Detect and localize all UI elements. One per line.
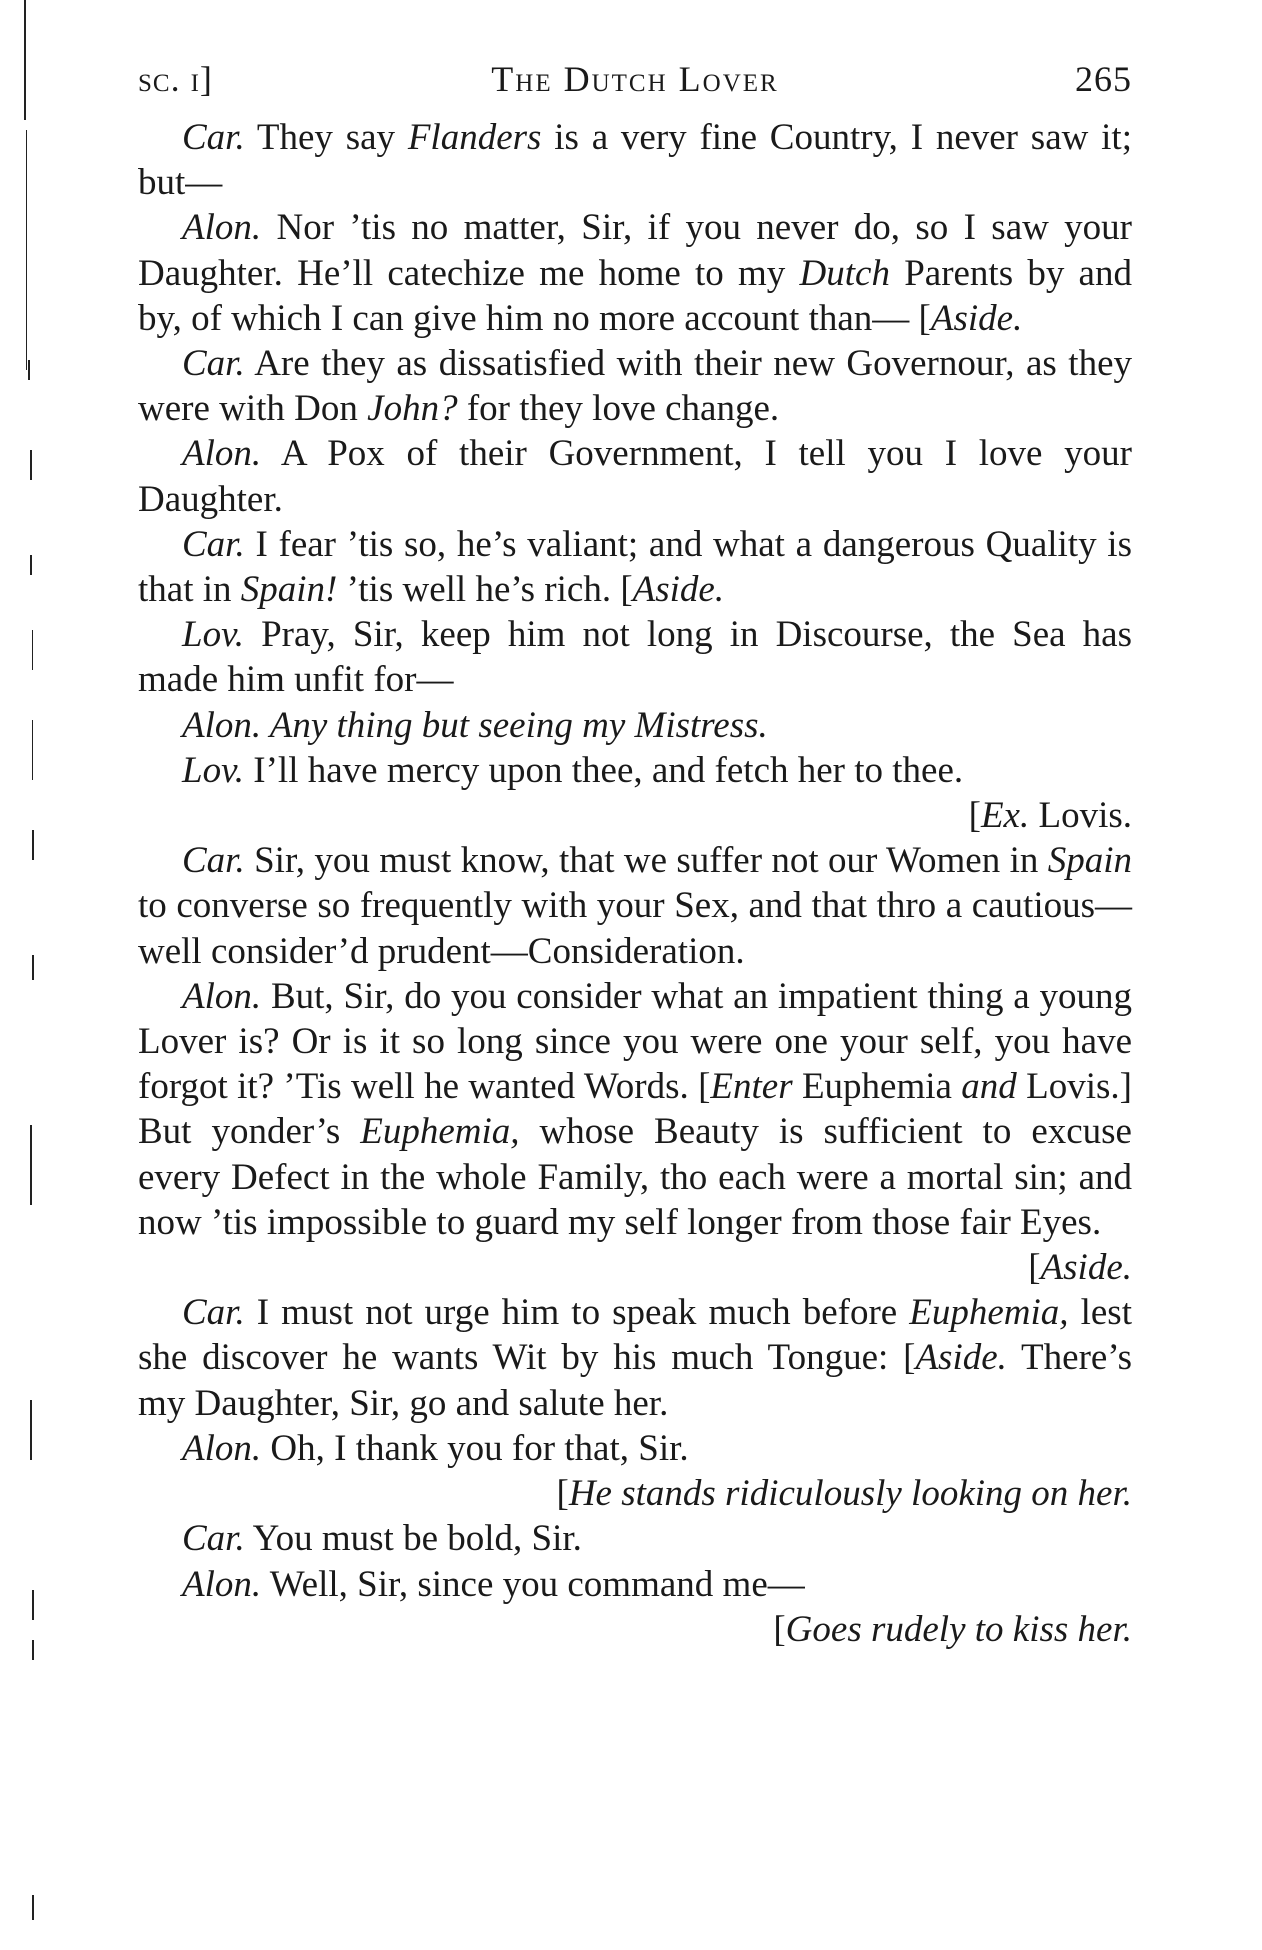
text-run: Parents by and by, of which I can give him no more account than— xyxy=(138,252,1132,339)
text-run: [ xyxy=(773,1608,786,1650)
text-run: [ xyxy=(620,569,633,611)
italic-text: Aside. xyxy=(930,297,1023,339)
speech xyxy=(138,974,1132,1245)
italic-text: Euphemia, xyxy=(360,1111,520,1153)
speaker-name: Car. xyxy=(182,1292,245,1334)
text-run: whose Beauty is sufficient to excuse every Defect in the whole Family, tho each were a mortal sin; and now ’tis impossible to guard my self longer from those fair Eyes. xyxy=(138,1111,1132,1243)
speech xyxy=(138,205,1132,341)
stage-direction xyxy=(138,793,1132,838)
text-run: A Pox of their Government, I tell you I love your Daughter. xyxy=(138,433,1132,520)
italic-text: Goes rudely to kiss her. xyxy=(785,1608,1132,1650)
speaker-name: Alon. xyxy=(182,433,262,475)
speech xyxy=(138,431,1132,521)
text-run: [ xyxy=(556,1473,569,1515)
stage-direction xyxy=(138,1471,1132,1516)
text-run: Lovis. xyxy=(1029,795,1132,837)
italic-text: Dutch xyxy=(799,252,890,294)
speaker-name: Car. xyxy=(182,343,245,385)
italic-text: Euphemia, xyxy=(909,1292,1069,1334)
italic-text: Flanders xyxy=(407,117,542,158)
play-text xyxy=(138,115,1132,1652)
text-run: [ xyxy=(698,1066,711,1108)
speech xyxy=(138,1562,1132,1607)
text-run: Lovis.] But yonder’s xyxy=(138,1066,1132,1153)
text-run: I must not urge him to speak much before xyxy=(244,1292,910,1334)
text-run: They say xyxy=(244,117,408,158)
text-run: [ xyxy=(903,1337,916,1379)
speaker-name: Car. xyxy=(182,1518,245,1560)
text-run: There’s my Daughter, Sir, go and salute her. xyxy=(138,1337,1132,1424)
speaker-name: Alon. xyxy=(182,704,262,746)
speech xyxy=(138,1516,1132,1561)
speech xyxy=(138,1426,1132,1471)
speaker-name: Car. xyxy=(182,117,245,158)
text-run: for they love change. xyxy=(457,388,780,430)
text-run: Are they as dissatisfied with their new Governour, as they were with Don xyxy=(138,343,1132,430)
speaker-name: Car. xyxy=(182,840,245,882)
speech xyxy=(138,115,1132,205)
speech xyxy=(138,341,1132,431)
text-run: [ xyxy=(1028,1247,1041,1289)
scene-label: sc. i] xyxy=(138,59,213,99)
speech xyxy=(138,703,1132,748)
speech xyxy=(138,612,1132,702)
stage-direction xyxy=(138,1607,1132,1652)
italic-text: Aside. xyxy=(632,569,725,611)
italic-text: Spain! xyxy=(240,569,338,611)
speech xyxy=(138,838,1132,974)
text-run: Well, Sir, since you command me— xyxy=(261,1563,805,1605)
text-run: Sir, you must know, that we suffer not our Women in xyxy=(244,840,1048,882)
italic-text: Spain xyxy=(1047,840,1132,882)
text-run: [ xyxy=(968,795,981,837)
text-run: You must be bold, Sir. xyxy=(244,1518,582,1560)
speech xyxy=(138,522,1132,612)
italic-text: Aside. xyxy=(915,1337,1007,1379)
binding-gutter-marks xyxy=(14,0,54,1950)
speaker-name: Lov. xyxy=(182,749,245,791)
text-run: lest she discover he wants Wit by his much Tongue: xyxy=(138,1292,1132,1379)
speaker-name: Alon. xyxy=(182,975,262,1017)
italic-text: Ex. xyxy=(980,795,1030,837)
italic-text: Aside. xyxy=(1040,1247,1132,1289)
italic-text: John? xyxy=(367,388,458,430)
text-run: [ xyxy=(918,297,931,339)
text-run: ’tis well he’s rich. xyxy=(337,569,621,611)
italic-text: Enter xyxy=(710,1066,793,1108)
speaker-name: Alon. xyxy=(182,1427,262,1469)
text-run: to converse so frequently with your Sex, and that thro a cautious—well consider’d prudent—Consideration. xyxy=(138,885,1132,972)
text-run: Nor ’tis no matter, Sir, if you never do, so I saw your Daughter. He’ll catechize me home to my xyxy=(138,207,1132,294)
text-run: I fear ’tis so, he’s valiant; and what a dangerous Quality is that in xyxy=(138,523,1132,611)
speaker-name: Alon. xyxy=(182,1563,262,1605)
speaker-name: Lov. xyxy=(182,614,245,656)
page-number: 265 xyxy=(1075,59,1132,99)
italic-text: He stands ridiculously looking on her. xyxy=(568,1473,1132,1515)
book-title: The Dutch Lover xyxy=(491,59,779,99)
text-run: I’ll have mercy upon thee, and fetch her to thee. xyxy=(244,749,964,791)
speaker-name: Car. xyxy=(182,523,245,565)
text-run: Euphemia xyxy=(792,1066,962,1108)
italic-text: Any thing but seeing my Mistress. xyxy=(261,704,768,746)
text-run: Pray, Sir, keep him not long in Discourse, the Sea has made him unfit for— xyxy=(138,614,1132,701)
stage-direction xyxy=(138,1245,1132,1290)
speech xyxy=(138,748,1132,793)
speaker-name: Alon. xyxy=(182,207,262,249)
running-header xyxy=(138,58,1132,108)
italic-text: and xyxy=(961,1066,1017,1108)
speech xyxy=(138,1290,1132,1426)
text-run: is a very fine Country, I never saw it; but— xyxy=(138,117,1132,204)
text-run: But, Sir, do you consider what an impatient thing a young Lover is? Or is it so long since you were one your self, you have forgot it? ’Tis well he wanted Words. xyxy=(138,975,1132,1108)
text-run: Oh, I thank you for that, Sir. xyxy=(261,1427,689,1469)
